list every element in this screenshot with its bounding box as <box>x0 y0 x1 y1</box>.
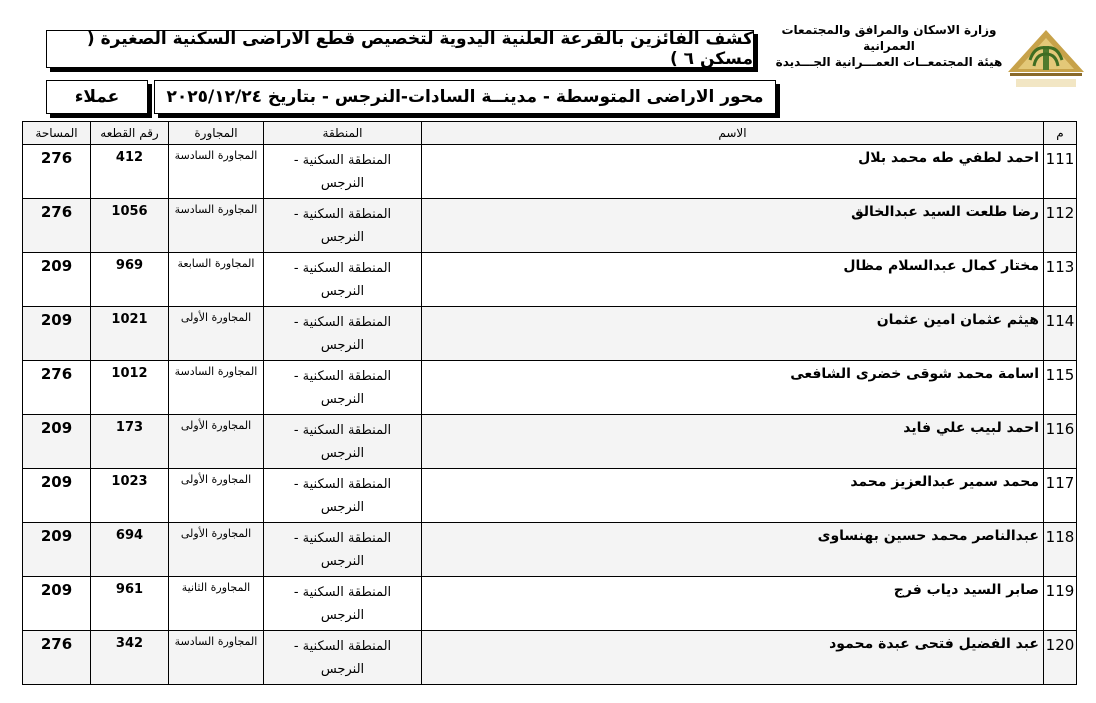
cell-adjacency: المجاورة السادسة <box>169 631 264 685</box>
table-row <box>23 361 1077 415</box>
cell-plot: 694 <box>91 523 169 577</box>
table-row <box>23 199 1077 253</box>
table-row <box>23 631 1077 685</box>
cell-num: 118 <box>1044 523 1077 577</box>
cell-num: 112 <box>1044 199 1077 253</box>
header-plot: رقم القطعه <box>91 122 169 145</box>
cell-num: 111 <box>1044 145 1077 199</box>
cell-num: 119 <box>1044 577 1077 631</box>
cell-name: احمد لطفي طه محمد بلال <box>422 145 1044 199</box>
category-label <box>46 80 148 114</box>
cell-name: عبد الفضيل فتحى عبدة محمود <box>422 631 1044 685</box>
cell-area: 209 <box>23 523 91 577</box>
cell-num: 114 <box>1044 307 1077 361</box>
document-subtitle-text: محور الاراضى المتوسطة - مدينــة السادات-النرجس - بتاريخ ٢٠٢٥/١٢/٢٤ <box>166 87 764 107</box>
cell-adjacency: المجاورة السادسة <box>169 361 264 415</box>
cell-adjacency: المجاورة السابعة <box>169 253 264 307</box>
cell-zone: المنطقة السكنية - النرجس <box>264 199 422 253</box>
cell-name: محمد سمير عبدالعزيز محمد <box>422 469 1044 523</box>
header-area: المساحة <box>23 122 91 145</box>
cell-area: 276 <box>23 361 91 415</box>
cell-zone: المنطقة السكنية - النرجس <box>264 415 422 469</box>
cell-plot: 412 <box>91 145 169 199</box>
table-row <box>23 415 1077 469</box>
cell-plot: 173 <box>91 415 169 469</box>
cell-num: 113 <box>1044 253 1077 307</box>
cell-adjacency: المجاورة الأولى <box>169 469 264 523</box>
cell-name: احمد لبيب علي فايد <box>422 415 1044 469</box>
cell-name: اسامة محمد شوقى خضرى الشافعى <box>422 361 1044 415</box>
header-num: م <box>1044 122 1077 145</box>
cell-adjacency: المجاورة السادسة <box>169 145 264 199</box>
ministry-line-2: هيئة المجتمعــات العمـــرانية الجـــديدة <box>775 55 1003 69</box>
cell-num: 116 <box>1044 415 1077 469</box>
table-row <box>23 253 1077 307</box>
table-row <box>23 577 1077 631</box>
cell-name: صابر السيد دياب فرج <box>422 577 1044 631</box>
cell-plot: 1021 <box>91 307 169 361</box>
cell-zone: المنطقة السكنية - النرجس <box>264 469 422 523</box>
document-title-text: كشف الفائزين بالقرعة العلنية اليدوية لتخصيص قطع الاراضى السكنية الصغيرة ( مسكن ٦ ) <box>86 29 753 69</box>
cell-name: عبدالناصر محمد حسين بهنساوى <box>422 523 1044 577</box>
cell-plot: 961 <box>91 577 169 631</box>
cell-plot: 1056 <box>91 199 169 253</box>
cell-zone: المنطقة السكنية - النرجس <box>264 145 422 199</box>
header-adjacency: المجاورة <box>169 122 264 145</box>
cell-plot: 969 <box>91 253 169 307</box>
cell-name: رضا طلعت السيد عبدالخالق <box>422 199 1044 253</box>
cell-num: 117 <box>1044 469 1077 523</box>
cell-name: مختار كمال عبدالسلام مظال <box>422 253 1044 307</box>
cell-zone: المنطقة السكنية - النرجس <box>264 253 422 307</box>
header-name: الاسم <box>422 122 1044 145</box>
cell-area: 209 <box>23 469 91 523</box>
ministry-line-1: وزارة الاسكان والمرافق والمجتمعات العمرانية <box>781 23 997 53</box>
cell-area: 276 <box>23 199 91 253</box>
cell-zone: المنطقة السكنية - النرجس <box>264 631 422 685</box>
cell-adjacency: المجاورة الأولى <box>169 415 264 469</box>
cell-area: 209 <box>23 577 91 631</box>
category-label-text: عملاء <box>74 87 120 107</box>
ministry-heading <box>774 22 1004 70</box>
cell-zone: المنطقة السكنية - النرجس <box>264 577 422 631</box>
cell-num: 115 <box>1044 361 1077 415</box>
cell-num: 120 <box>1044 631 1077 685</box>
cell-area: 209 <box>23 307 91 361</box>
table-row <box>23 469 1077 523</box>
cell-adjacency: المجاورة الأولى <box>169 523 264 577</box>
cell-area: 276 <box>23 631 91 685</box>
table-row <box>23 145 1077 199</box>
table-row <box>23 523 1077 577</box>
winners-table <box>22 121 1077 685</box>
cell-area: 276 <box>23 145 91 199</box>
cell-area: 209 <box>23 415 91 469</box>
cell-adjacency: المجاورة الأولى <box>169 307 264 361</box>
table-row <box>23 307 1077 361</box>
cell-zone: المنطقة السكنية - النرجس <box>264 361 422 415</box>
cell-plot: 1012 <box>91 361 169 415</box>
document-subtitle <box>154 80 776 114</box>
cell-zone: المنطقة السكنية - النرجس <box>264 523 422 577</box>
cell-plot: 342 <box>91 631 169 685</box>
header-zone: المنطقة <box>264 122 422 145</box>
cell-name: هيثم عثمان امين عثمان <box>422 307 1044 361</box>
cell-adjacency: المجاورة السادسة <box>169 199 264 253</box>
authority-logo-icon <box>1000 26 1092 94</box>
document-title <box>46 30 754 68</box>
cell-zone: المنطقة السكنية - النرجس <box>264 307 422 361</box>
cell-adjacency: المجاورة الثانية <box>169 577 264 631</box>
cell-area: 209 <box>23 253 91 307</box>
cell-plot: 1023 <box>91 469 169 523</box>
table-header-row <box>23 122 1077 145</box>
